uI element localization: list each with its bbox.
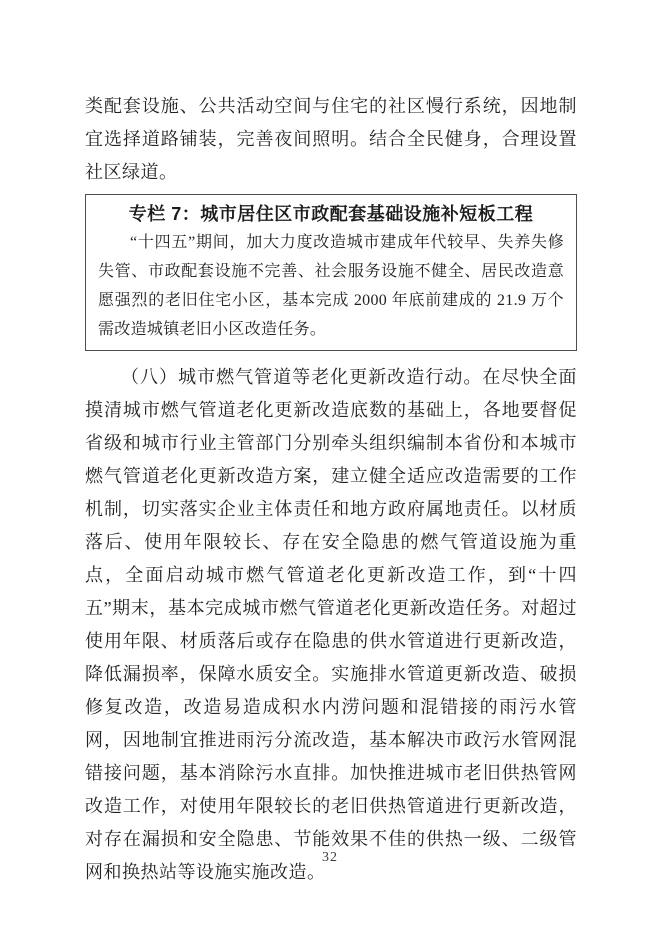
page-number: 32: [322, 850, 338, 865]
callout-box-title: 专栏 7：城市居住区市政配套基础设施补短板工程: [128, 204, 534, 224]
callout-box-body: “十四五”期间，加大力度改造城市建成年代较早、失养失修失管、市政配套设施不完善、社会服务设施不健全、居民改造意愿强烈的老旧住宅小区，基本完成 2000 年底前建成的 21.9 万个需改造城镇老旧小区改造任务。: [98, 234, 564, 338]
paragraph-gas-pipeline-renewal: （八）城市燃气管道等老化更新改造行动。在尽快全面摸清城市燃气管道老化更新改造底数的基础上，各地要督促省级和城市行业主管部门分别牵头组织编制本省份和本城市燃气管道老化更新改造方案，建立健全适应改造需要的工作机制，切实落实企业主体责任和地方政府属地责任。以材质落后、使用年限较长、存在安全隐患的燃气管道设施为重点，全面启动城市燃气管道老化更新改造工作，到“十四五”期末，基本完成城市燃气管道老化更新改造任务。对超过使用年限、材质落后或存在隐患的供水管道进行更新改造，降低漏损率，保障水质安全。实施排水管道更新改造、破损修复改造，改造易造成积水内涝问题和混错接的雨污水管网，因地制宜推进雨污分流改造，基本解决市政污水管网混错接问题，基本消除污水直排。加快推进城市老旧供热管网改造工作，对使用年限较长的老旧供热管道进行更新改造，对存在漏损和安全隐患、节能效果不佳的供热一级、二级管网和换热站等设施实施改造。: [85, 367, 577, 882]
paragraph-community-facilities: 类配套设施、公共活动空间与住宅的社区慢行系统，因地制宜选择道路铺装，完善夜间照明。结合全民健身，合理设置社区绿道。: [85, 96, 577, 182]
callout-box-column7: [85, 194, 577, 351]
